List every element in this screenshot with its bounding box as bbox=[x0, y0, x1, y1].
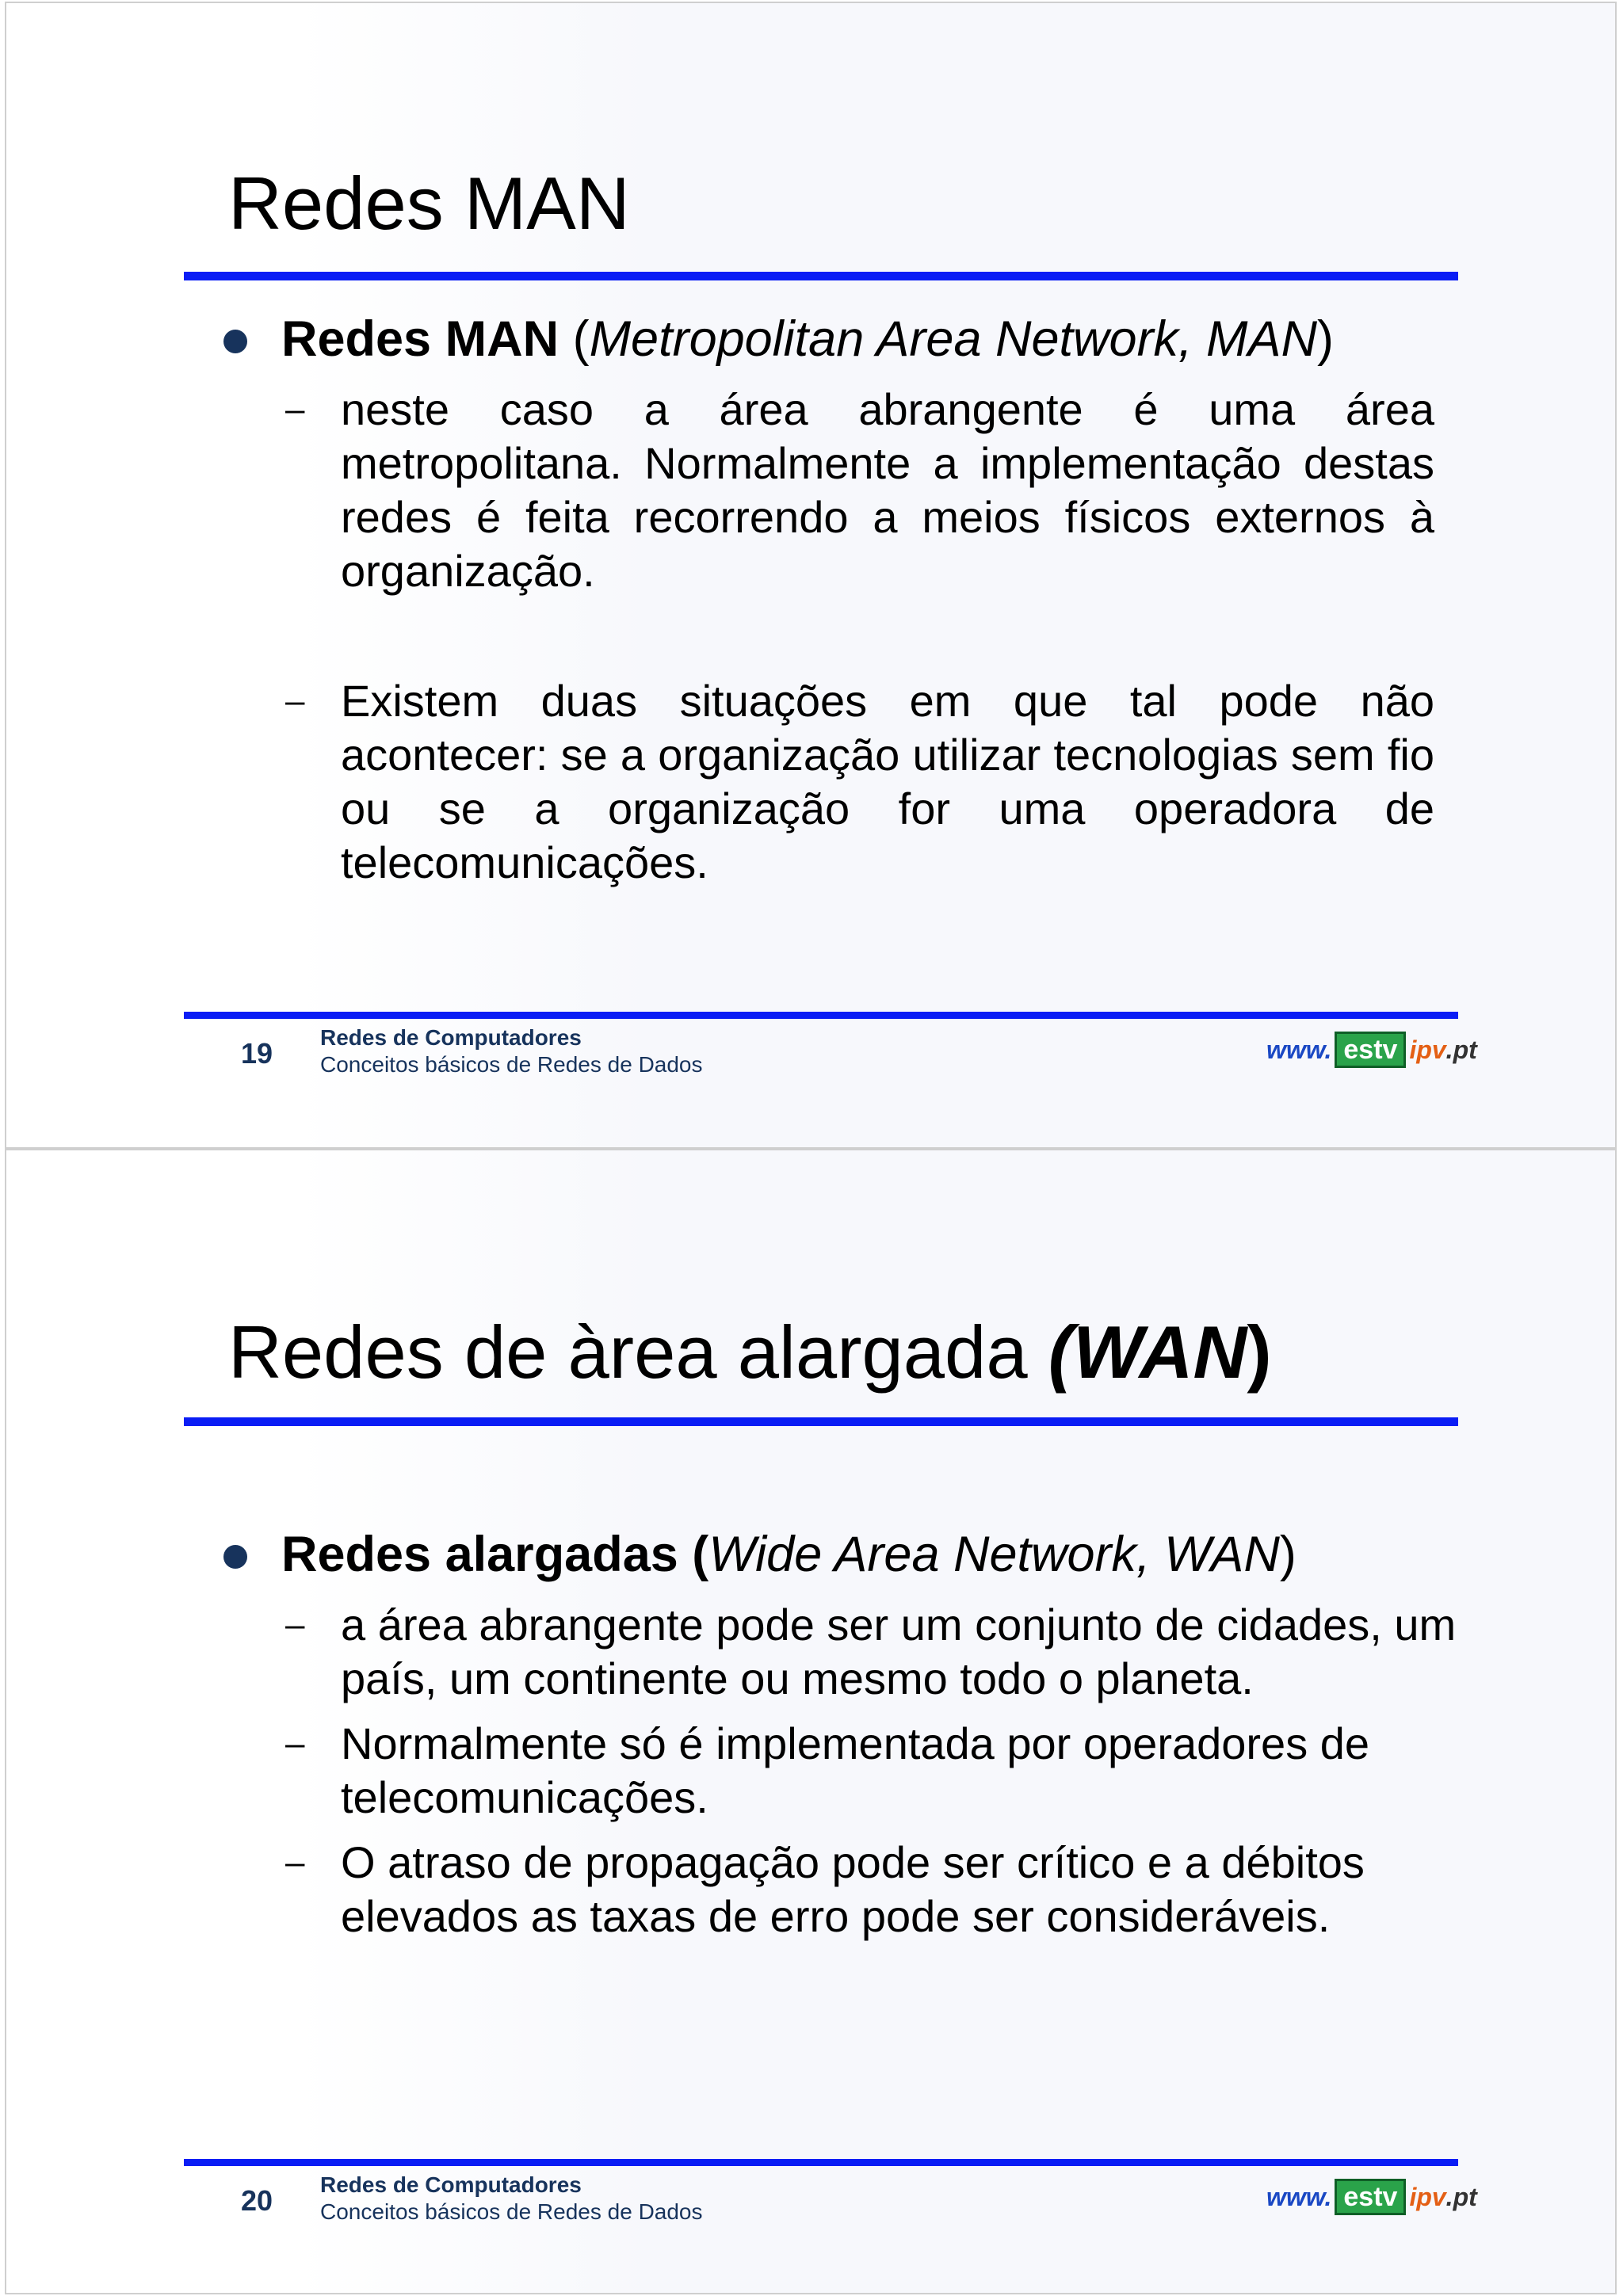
footer-course: Redes de Computadores bbox=[320, 2172, 582, 2197]
sub-item-text: O atraso de propagação pode ser crítico e a débitos elevados as taxas de erro pode ser consideráveis. bbox=[341, 1837, 1365, 1941]
page-number: 19 bbox=[241, 1037, 273, 1070]
footer-subtitle: Conceitos básicos de Redes de Dados bbox=[320, 1052, 703, 1077]
bullet-italic-term: Wide Area Network, WAN bbox=[708, 1527, 1280, 1582]
slide-title: Redes MAN bbox=[228, 162, 630, 245]
title-divider bbox=[184, 272, 1458, 280]
footer-divider bbox=[184, 1012, 1458, 1019]
sub-item-text: Existem duas situações em que tal pode não acontecer: se a organização utilizar tecnologias sem fio ou se a organização for uma operadora de telecomunicações. bbox=[341, 676, 1434, 887]
slide-20: Redes de àrea alargada (WAN) Redes alargadas (Wide Area Network, WAN) – a área abrangente pode ser um conjunto de cidades, um país, um continente ou mesmo todo o planeta. – Normalmente só é implementada por operadores de telecomunicações. – O atraso de propagação pode ser crítico e a débitos elevados as taxas de erro pode ser consideráveis. 20 Redes de Computadores Conceitos básicos de Redes de Dados www. estv ipv .pt bbox=[5, 1149, 1617, 2294]
dash-marker: – bbox=[285, 1724, 305, 1763]
sub-item-text: a área abrangente pode ser um conjunto de cidades, um país, um continente ou mesmo todo o planeta. bbox=[341, 1600, 1457, 1703]
sub-item-text: Normalmente só é implementada por operadores de telecomunicações. bbox=[341, 1718, 1370, 1822]
dash-marker: – bbox=[285, 1843, 305, 1882]
sub-item-text: neste caso a área abrangente é uma área metropolitana. Normalmente a implementação destas redes é feita recorrendo a meios físicos externos à organização. bbox=[341, 384, 1434, 596]
bullet-dot-icon bbox=[223, 330, 247, 353]
footer-divider bbox=[184, 2159, 1458, 2166]
bullet-dot-icon bbox=[223, 1545, 247, 1569]
dash-marker: – bbox=[285, 681, 305, 720]
bullet-bold-term: Redes alargadas ( bbox=[281, 1527, 709, 1582]
slide-title: Redes de àrea alargada (WAN) bbox=[228, 1310, 1272, 1394]
footer-course: Redes de Computadores bbox=[320, 1025, 582, 1050]
dash-marker: – bbox=[285, 1605, 305, 1644]
estv-logo: www. estv ipv .pt bbox=[1266, 2180, 1477, 2214]
bullet-bold-term: Redes MAN bbox=[281, 311, 559, 367]
footer-subtitle: Conceitos básicos de Redes de Dados bbox=[320, 2199, 703, 2224]
estv-logo: www. estv ipv .pt bbox=[1266, 1032, 1477, 1067]
title-divider bbox=[184, 1417, 1458, 1426]
bullet-italic-term: Metropolitan Area Network, MAN bbox=[589, 311, 1318, 367]
slide-19: Redes MAN Redes MAN (Metropolitan Area Network, MAN) – neste caso a área abrangente é uma área metropolitana. Normalmente a implementação destas redes é feita recorrendo a meios físicos externos à organização. – Existem duas situações em que tal pode não acontecer: se a organização utilizar tecnologias sem fio ou se a organização for uma operadora de telecomunicações. 19 Redes de Computadores Conceitos básicos de Redes de Dados www. estv ipv .pt bbox=[5, 2, 1617, 1149]
page-number: 20 bbox=[241, 2184, 273, 2217]
dash-marker: – bbox=[285, 390, 305, 429]
